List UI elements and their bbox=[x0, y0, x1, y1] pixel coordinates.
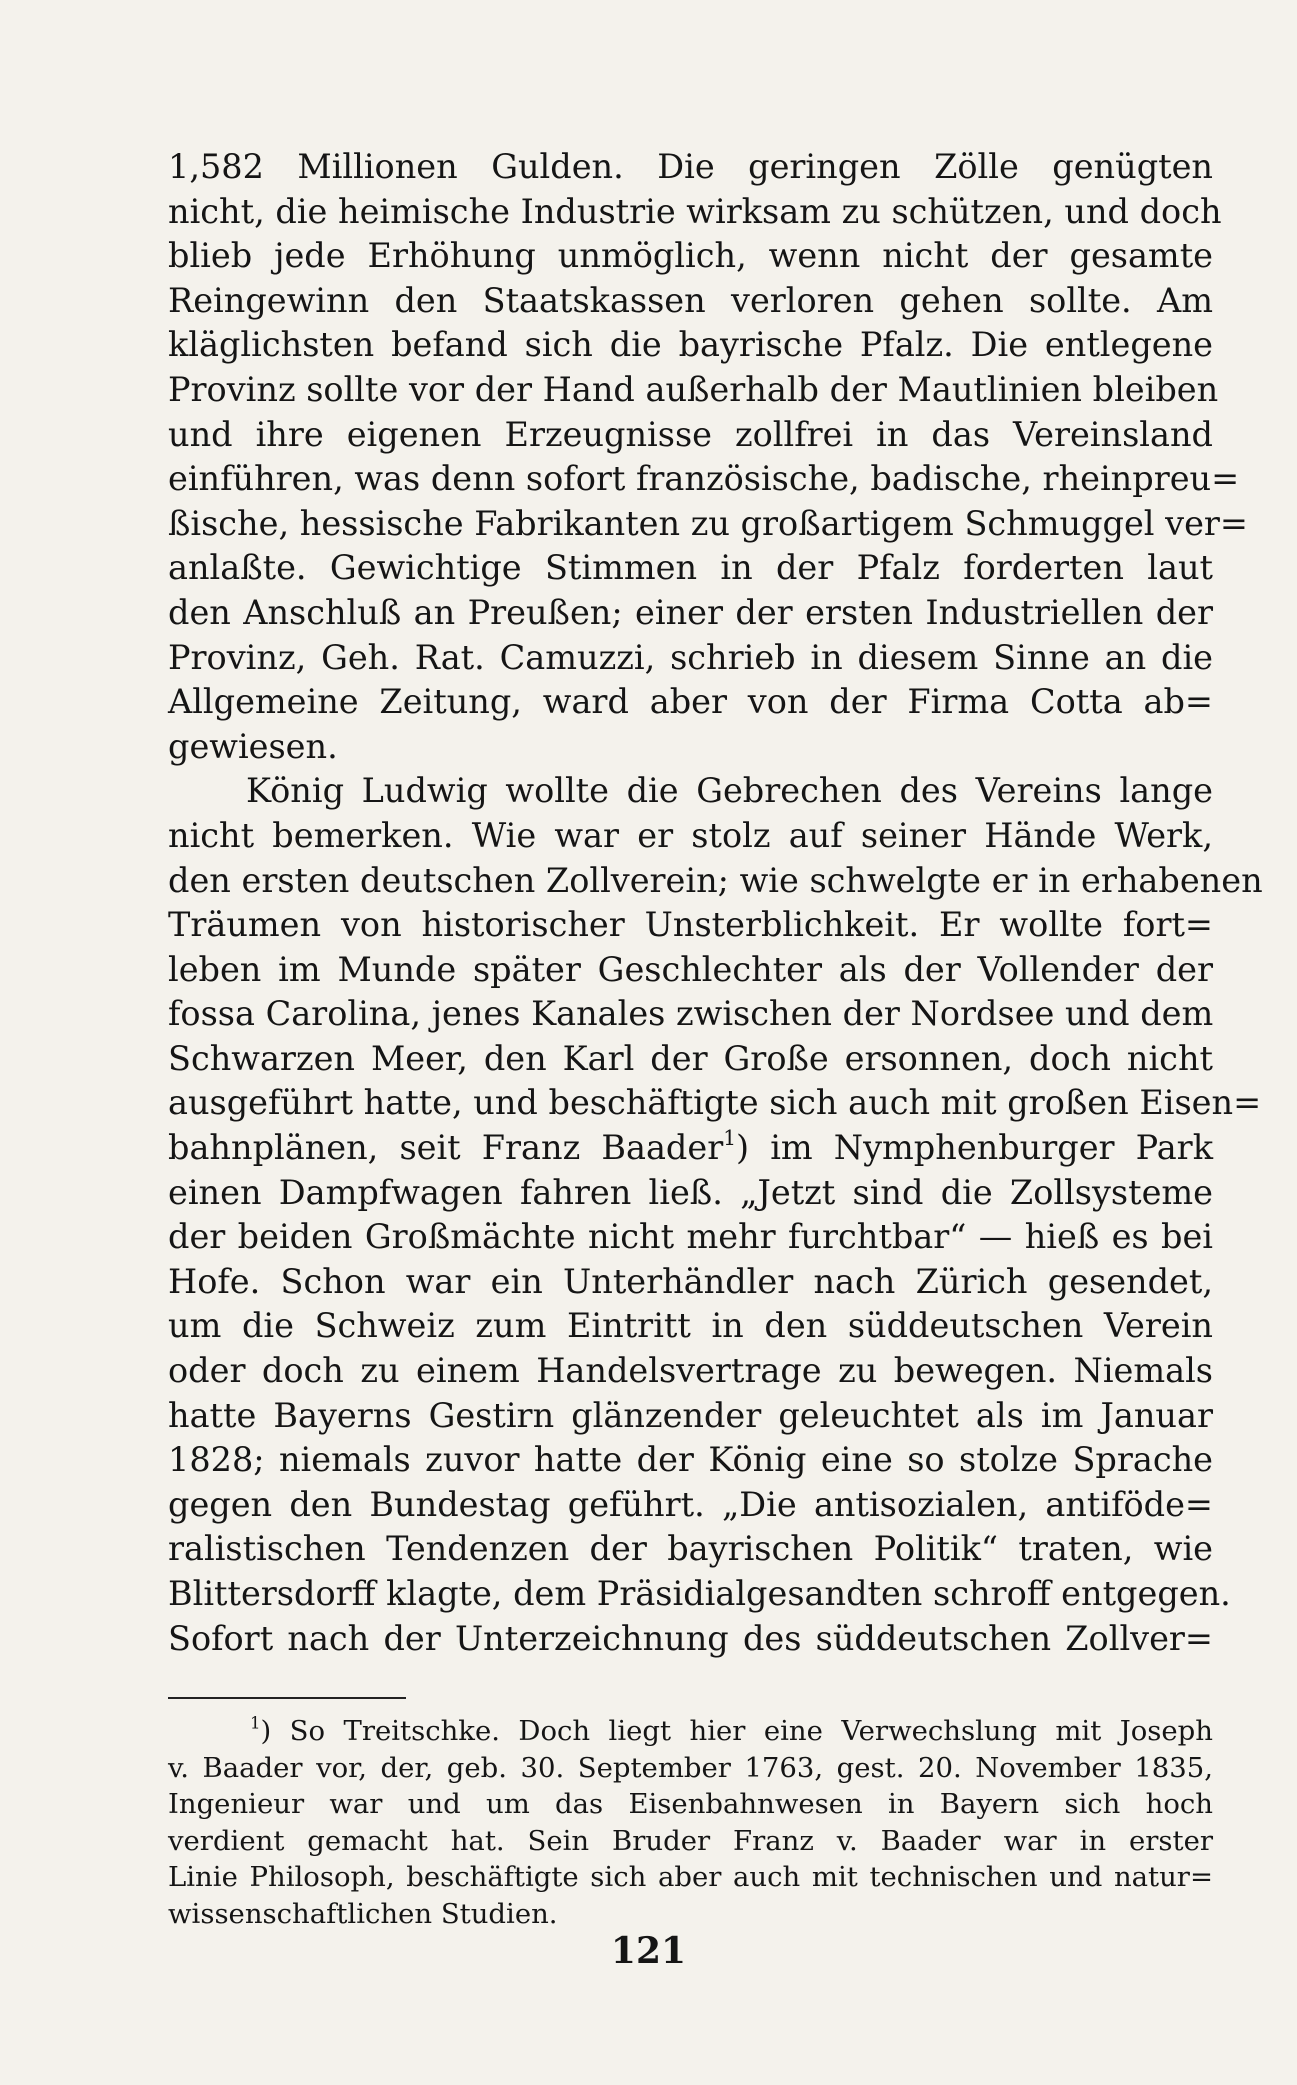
body-line: 1828; niemals zuvor hatte der König eine so stolze Sprache bbox=[168, 1440, 1213, 1480]
body-line: oder doch zu einem Handelsvertrage zu bewegen. Niemals bbox=[168, 1351, 1213, 1391]
body-line: den ersten deutschen Zollverein; wie schwelgte er in erhabenen bbox=[168, 860, 1263, 900]
body-line: Hofe. Schon war ein Unterhändler nach Zürich gesendet, bbox=[168, 1261, 1213, 1301]
footnote-marker: 1 bbox=[250, 1713, 261, 1733]
body-line-with-footnote-ref bbox=[168, 1126, 1213, 1171]
page-number: 121 bbox=[610, 1930, 687, 1972]
footnote-first-line bbox=[168, 1713, 1213, 1750]
body-line: Träumen von historischer Unsterblichkeit. Er wollte fort= bbox=[168, 905, 1213, 945]
body-line: nicht, die heimische Industrie wirksam zu schützen, und doch bbox=[168, 191, 1222, 231]
footnote-block bbox=[168, 1713, 1213, 1933]
body-line: Sofort nach der Unterzeichnung des süddeutschen Zollver= bbox=[168, 1618, 1213, 1658]
footnote-marker-paren: ) bbox=[260, 1715, 290, 1747]
body-line: gewiesen. bbox=[168, 726, 338, 766]
body-line: Blittersdorff klagte, dem Präsidialgesandten schroff entgegen. bbox=[168, 1574, 1231, 1613]
footnote-line: Ingenieur war und um das Eisenbahnwesen in Bayern sich hoch bbox=[168, 1788, 1213, 1821]
body-line: den Anschluß an Preußen; einer der ersten Industriellen der bbox=[168, 592, 1213, 632]
body-line: ßische, hessische Fabrikanten zu großartigem Schmuggel ver= bbox=[168, 503, 1248, 543]
body-line: gegen den Bundestag geführt. „Die antisozialen, antiföde= bbox=[168, 1484, 1213, 1524]
paragraph-start-line: König Ludwig wollte die Gebrechen des Vereins lange bbox=[246, 771, 1213, 811]
body-line: Provinz sollte vor der Hand außerhalb der Mautlinien bleiben bbox=[168, 369, 1219, 409]
body-line: Reingewinn den Staatskassen verloren gehen sollte. Am bbox=[168, 280, 1213, 320]
body-line: fossa Carolina, jenes Kanales zwischen der Nordsee und dem bbox=[168, 994, 1214, 1034]
body-line-part: bahnplänen, seit Franz Baader bbox=[168, 1128, 724, 1168]
body-line: und ihre eigenen Erzeugnisse zollfrei in das Vereinsland bbox=[168, 414, 1213, 454]
body-line: leben im Munde später Geschlechter als der Vollender der bbox=[168, 949, 1213, 989]
body-text bbox=[168, 145, 1263, 1661]
body-line: ralistischen Tendenzen der bayrischen Politik“ traten, wie bbox=[168, 1529, 1213, 1569]
footnote-line: verdient gemacht hat. Sein Bruder Franz v. Baader war in erster bbox=[168, 1824, 1213, 1857]
body-line: Allgemeine Zeitung, ward aber von der Firma Cotta ab= bbox=[168, 682, 1213, 722]
body-line-part: ) im Nymphenburger Park bbox=[736, 1128, 1213, 1168]
body-line: Schwarzen Meer, den Karl der Große ersonnen, doch nicht bbox=[168, 1038, 1213, 1078]
body-line: einen Dampfwagen fahren ließ. „Jetzt sind die Zollsysteme bbox=[168, 1172, 1213, 1212]
footnote-line: v. Baader vor, der, geb. 30. September 1763, gest. 20. November 1835, bbox=[168, 1751, 1213, 1784]
body-line: kläglichsten befand sich die bayrische Pfalz. Die entlegene bbox=[168, 325, 1213, 365]
body-line: der beiden Großmächte nicht mehr furchtbar“ — hieß es bei bbox=[168, 1217, 1213, 1257]
body-line: Provinz, Geh. Rat. Camuzzi, schrieb in diesem Sinne an die bbox=[168, 637, 1213, 677]
body-line: ausgeführt hatte, und beschäftigte sich auch mit großen Eisen= bbox=[168, 1083, 1262, 1123]
body-line: nicht bemerken. Wie war er stolz auf seiner Hände Werk, bbox=[168, 815, 1213, 855]
footnote-divider bbox=[168, 1697, 406, 1699]
footnote-line: wissenschaftlichen Studien. bbox=[168, 1897, 558, 1930]
footnote-reference: 1 bbox=[723, 1126, 736, 1150]
body-line: einführen, was denn sofort französische, badische, rheinpreu= bbox=[168, 459, 1240, 499]
body-line: hatte Bayerns Gestirn glänzender geleuchtet als im Januar bbox=[168, 1395, 1213, 1435]
footnote-line-part: So Treitschke. Doch liegt hier eine Verwechslung mit Joseph bbox=[289, 1715, 1213, 1747]
body-line: 1,582 Millionen Gulden. Die geringen Zölle genügten bbox=[168, 147, 1213, 186]
body-line: blieb jede Erhöhung unmöglich, wenn nicht der gesamte bbox=[168, 236, 1213, 276]
footnote-line: Linie Philosoph, beschäftigte sich aber auch mit technischen und natur= bbox=[168, 1861, 1213, 1894]
body-line: um die Schweiz zum Eintritt in den süddeutschen Verein bbox=[168, 1306, 1213, 1346]
body-line: anlaßte. Gewichtige Stimmen in der Pfalz forderten laut bbox=[168, 548, 1213, 588]
